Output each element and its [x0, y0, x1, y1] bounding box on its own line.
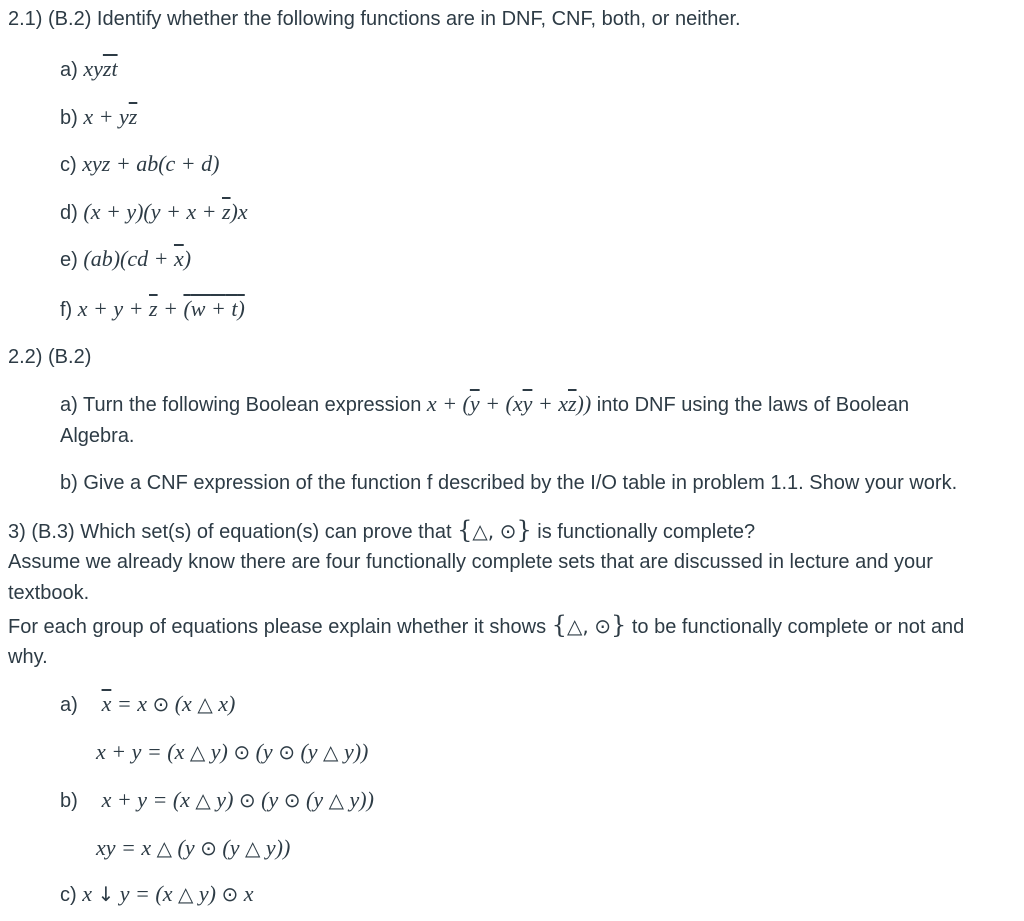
q22-a-line2: Algebra. — [60, 425, 135, 447]
q22-a-label: a) — [60, 394, 78, 416]
q3-a-eq2 — [96, 737, 368, 768]
q3-each-line2: why. — [8, 646, 48, 668]
q3-each-before: For each group of equations please explain whether it shows — [8, 616, 547, 638]
q3-assume-line1: Assume we already know there are four functionally complete sets that are discussed in lecture and your — [8, 551, 933, 573]
q3-heading-before: 3) (B.3) Which set(s) of equation(s) can prove that — [8, 521, 452, 543]
q3-heading-after: is functionally complete? — [537, 521, 756, 543]
item-label: e) — [60, 249, 78, 271]
item-label: b) — [60, 107, 78, 129]
item-label: a) — [60, 59, 78, 81]
item-label: c) — [60, 154, 77, 176]
math-expression: xy = x △ (y ⊙ (y △ y)) — [96, 835, 291, 860]
q22-b-text: Give a CNF expression of the function f described by the I/O table in problem 1.1. Show your work. — [83, 472, 958, 494]
q3-each-after: to be functionally complete or not and — [631, 616, 965, 638]
math-expression: $(ab)(cd + \overline{x})$ — [83, 246, 192, 271]
math-expression: $\overline{x} = x$ ⊙ (x △ x) — [101, 691, 236, 716]
q3-b-eq1 — [60, 785, 374, 816]
math-expression: $x + (\overline{y} + (x\overline{y} + x\overline{z}))$ — [426, 391, 592, 416]
q22-heading: 2.2) (B.2) — [8, 346, 92, 368]
q3-assume-line2: textbook. — [8, 582, 90, 604]
math-expression: $(x + y)(y + x + \overline{z})x$ — [83, 199, 248, 224]
q22-a-text-before: Turn the following Boolean expression — [83, 394, 422, 416]
math-expression: x + y = (x △ y) ⊙ (y ⊙ (y △ y)) — [96, 739, 369, 764]
q3-heading — [8, 515, 755, 547]
math-expression: xyz + ab(c + d) — [82, 151, 220, 176]
q22-a-line1 — [60, 389, 909, 420]
math-expression: x ↓ y = (x △ y) ⊙ x — [82, 881, 254, 906]
math-expression: x + y = (x △ y) ⊙ (y ⊙ (y △ y)) — [101, 787, 374, 812]
q3-a-label: a) — [60, 694, 78, 716]
q21-item-e — [60, 244, 191, 275]
item-label: d) — [60, 202, 78, 224]
q22-b — [60, 468, 957, 498]
q22-a-text-after: into DNF using the laws of Boolean — [596, 394, 910, 416]
math-set: {△, ⊙} — [457, 516, 532, 544]
q21-item-f — [60, 294, 245, 325]
item-label: f) — [60, 299, 73, 321]
q3-each-line1 — [8, 610, 964, 642]
q22-b-label: b) — [60, 472, 78, 494]
math-expression: $xy\overline{zt}$ — [83, 56, 118, 81]
q21-heading: 2.1) (B.2) Identify whether the following functions are in DNF, CNF, both, or neither. — [8, 8, 741, 30]
q3-b-label: b) — [60, 790, 78, 812]
math-expression: $x + y\overline{z}$ — [83, 104, 138, 129]
q21-item-d — [60, 197, 248, 228]
q3-c-label: c) — [60, 884, 77, 906]
q3-a-eq1 — [60, 689, 235, 720]
q21-item-c — [60, 149, 219, 180]
q21-item-b — [60, 102, 137, 133]
q3-b-eq2 — [96, 833, 290, 864]
q21-item-a — [60, 54, 118, 85]
math-expression: $x + y + \overline{z} + (w + t)$ — [77, 296, 245, 321]
q3-c-eq1 — [60, 879, 254, 910]
math-set: {△, ⊙} — [551, 611, 627, 639]
